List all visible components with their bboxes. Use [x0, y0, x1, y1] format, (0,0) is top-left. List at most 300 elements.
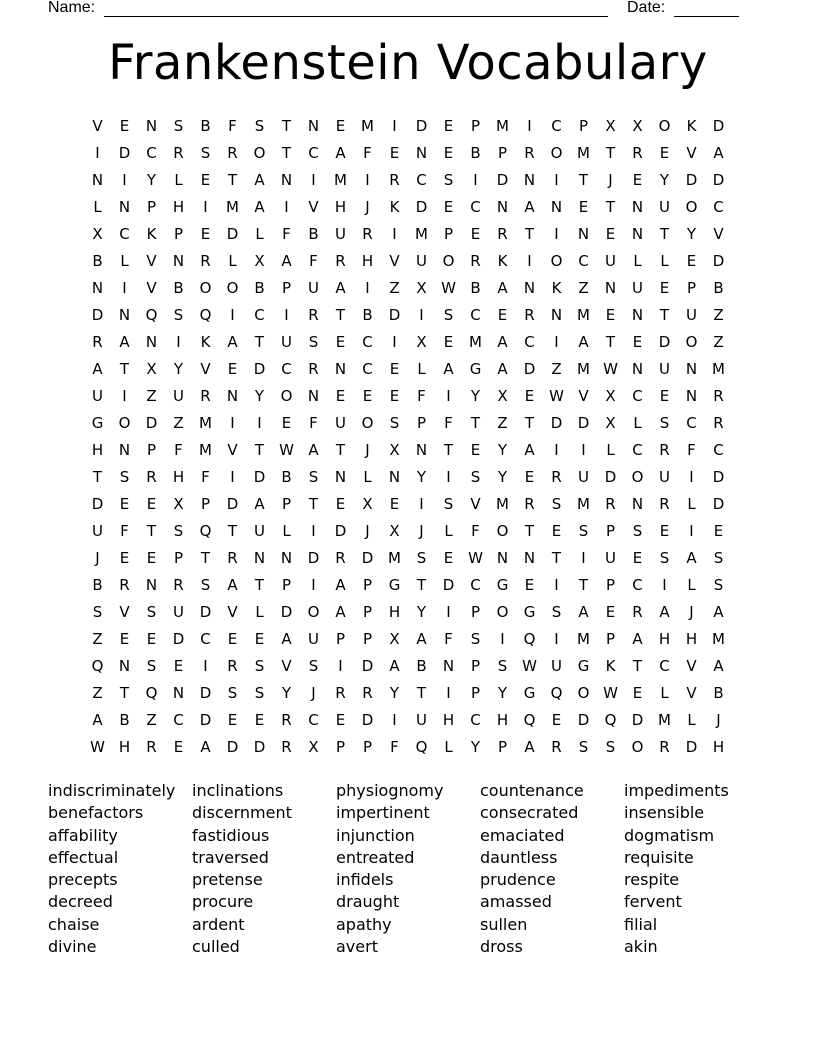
grid-letter[interactable]: W — [441, 278, 456, 297]
grid-letter[interactable]: T — [92, 467, 103, 486]
grid-letter[interactable]: E — [605, 224, 616, 243]
grid-letter[interactable]: I — [365, 170, 370, 189]
grid-letter[interactable]: O — [685, 332, 698, 351]
grid-letter[interactable]: X — [416, 278, 427, 297]
grid-letter[interactable]: R — [605, 494, 616, 513]
grid-letter[interactable]: N — [631, 224, 644, 243]
grid-letter[interactable]: S — [308, 467, 319, 486]
grid-letter[interactable]: I — [662, 575, 667, 594]
grid-letter[interactable]: P — [416, 413, 427, 432]
grid-letter[interactable]: I — [338, 656, 343, 675]
grid-letter[interactable]: E — [173, 656, 184, 675]
grid-letter[interactable]: N — [280, 548, 293, 567]
grid-letter[interactable]: J — [365, 521, 370, 540]
grid-letter[interactable]: Z — [389, 278, 400, 297]
grid-letter[interactable]: L — [633, 413, 642, 432]
grid-letter[interactable]: C — [308, 143, 319, 162]
grid-letter[interactable]: E — [254, 629, 265, 648]
grid-letter[interactable]: A — [335, 575, 346, 594]
grid-letter[interactable]: S — [173, 116, 184, 135]
grid-letter[interactable]: Z — [173, 413, 184, 432]
grid-letter[interactable]: P — [146, 197, 157, 216]
grid-letter[interactable]: S — [551, 602, 562, 621]
grid-letter[interactable]: C — [551, 116, 562, 135]
grid-letter[interactable]: L — [687, 575, 696, 594]
grid-letter[interactable]: R — [632, 143, 643, 162]
grid-letter[interactable]: S — [389, 413, 400, 432]
grid-letter[interactable]: T — [416, 575, 427, 594]
grid-letter[interactable]: E — [605, 305, 616, 324]
grid-letter[interactable]: I — [365, 278, 370, 297]
grid-letter[interactable]: N — [91, 278, 104, 297]
grid-letter[interactable]: C — [254, 305, 265, 324]
grid-letter[interactable]: C — [632, 386, 643, 405]
grid-letter[interactable]: K — [551, 278, 562, 297]
grid-letter[interactable]: E — [173, 737, 184, 756]
grid-letter[interactable]: V — [686, 683, 697, 702]
grid-letter[interactable]: E — [146, 494, 157, 513]
grid-letter[interactable]: C — [281, 359, 292, 378]
grid-letter[interactable]: A — [308, 440, 319, 459]
grid-letter[interactable]: R — [362, 224, 373, 243]
grid-letter[interactable]: K — [200, 332, 211, 351]
grid-letter[interactable]: N — [118, 305, 131, 324]
grid-letter[interactable]: T — [200, 548, 211, 567]
grid-letter[interactable]: U — [92, 386, 103, 405]
grid-letter[interactable]: U — [686, 305, 697, 324]
grid-letter[interactable]: C — [470, 197, 481, 216]
grid-letter[interactable]: N — [253, 548, 266, 567]
grid-letter[interactable]: O — [442, 251, 455, 270]
grid-letter[interactable]: A — [497, 359, 508, 378]
grid-letter[interactable]: L — [255, 224, 264, 243]
grid-letter[interactable]: I — [311, 575, 316, 594]
grid-letter[interactable]: D — [145, 413, 158, 432]
grid-letter[interactable]: U — [335, 224, 346, 243]
grid-letter[interactable]: P — [578, 116, 589, 135]
grid-letter[interactable]: T — [254, 440, 265, 459]
grid-letter[interactable]: L — [633, 251, 642, 270]
grid-letter[interactable]: L — [687, 494, 696, 513]
grid-letter[interactable]: I — [446, 386, 451, 405]
grid-letter[interactable]: U — [416, 710, 427, 729]
grid-letter[interactable]: E — [659, 386, 670, 405]
grid-letter[interactable]: M — [496, 494, 509, 513]
grid-letter[interactable]: D — [523, 359, 536, 378]
grid-letter[interactable]: T — [254, 575, 265, 594]
grid-letter[interactable]: F — [120, 521, 129, 540]
grid-letter[interactable]: E — [659, 143, 670, 162]
grid-letter[interactable]: I — [554, 575, 559, 594]
grid-letter[interactable]: S — [200, 143, 211, 162]
grid-letter[interactable]: O — [658, 116, 671, 135]
grid-letter[interactable]: B — [713, 683, 724, 702]
grid-letter[interactable]: Z — [92, 629, 103, 648]
grid-letter[interactable]: S — [659, 413, 670, 432]
grid-letter[interactable]: H — [685, 629, 698, 648]
grid-letter[interactable]: B — [713, 278, 724, 297]
grid-letter[interactable]: Z — [146, 710, 157, 729]
grid-letter[interactable]: E — [632, 170, 643, 189]
grid-letter[interactable]: B — [470, 143, 481, 162]
grid-letter[interactable]: P — [173, 224, 184, 243]
grid-letter[interactable]: E — [497, 305, 508, 324]
grid-letter[interactable]: N — [631, 305, 644, 324]
grid-letter[interactable]: U — [605, 251, 616, 270]
grid-letter[interactable]: N — [334, 467, 347, 486]
grid-letter[interactable]: X — [389, 629, 400, 648]
grid-letter[interactable]: O — [280, 386, 293, 405]
grid-letter[interactable]: U — [659, 359, 670, 378]
grid-letter[interactable]: I — [122, 278, 127, 297]
grid-letter[interactable]: Y — [416, 602, 427, 621]
grid-letter[interactable]: Y — [389, 683, 400, 702]
grid-letter[interactable]: W — [522, 656, 537, 675]
grid-letter[interactable]: E — [551, 710, 562, 729]
grid-letter[interactable]: C — [578, 251, 589, 270]
grid-letter[interactable]: Q — [91, 656, 104, 675]
grid-letter[interactable]: R — [524, 143, 535, 162]
grid-letter[interactable]: E — [524, 386, 535, 405]
grid-letter[interactable]: G — [577, 656, 590, 675]
grid-letter[interactable]: J — [419, 521, 424, 540]
grid-letter[interactable]: E — [470, 440, 481, 459]
grid-letter[interactable]: S — [605, 737, 616, 756]
grid-letter[interactable]: A — [524, 737, 535, 756]
grid-letter[interactable]: J — [365, 440, 370, 459]
grid-letter[interactable]: M — [388, 548, 401, 567]
grid-letter[interactable]: I — [392, 332, 397, 351]
grid-letter[interactable]: L — [444, 521, 453, 540]
grid-letter[interactable]: D — [442, 575, 455, 594]
grid-letter[interactable]: K — [497, 251, 508, 270]
grid-letter[interactable]: E — [443, 116, 454, 135]
grid-letter[interactable]: O — [550, 251, 563, 270]
grid-letter[interactable]: R — [308, 305, 319, 324]
grid-letter[interactable]: N — [496, 548, 509, 567]
grid-letter[interactable]: A — [335, 143, 346, 162]
grid-letter[interactable]: H — [91, 440, 104, 459]
grid-letter[interactable]: Z — [92, 683, 103, 702]
grid-letter[interactable]: N — [118, 656, 131, 675]
grid-letter[interactable]: D — [172, 629, 185, 648]
grid-letter[interactable]: A — [227, 332, 238, 351]
grid-letter[interactable]: M — [577, 629, 590, 648]
grid-letter[interactable]: J — [311, 683, 316, 702]
grid-letter[interactable]: F — [363, 143, 372, 162]
grid-letter[interactable]: L — [228, 251, 237, 270]
grid-letter[interactable]: U — [659, 467, 670, 486]
grid-letter[interactable]: E — [389, 494, 400, 513]
grid-letter[interactable]: I — [392, 116, 397, 135]
grid-letter[interactable]: E — [227, 710, 238, 729]
grid-letter[interactable]: P — [362, 575, 373, 594]
grid-letter[interactable]: N — [145, 332, 158, 351]
grid-letter[interactable]: D — [226, 494, 239, 513]
grid-letter[interactable]: K — [605, 656, 616, 675]
grid-letter[interactable]: H — [496, 710, 509, 729]
grid-letter[interactable]: A — [335, 602, 346, 621]
grid-letter[interactable]: N — [334, 359, 347, 378]
grid-letter[interactable]: I — [581, 548, 586, 567]
grid-letter[interactable]: T — [119, 359, 130, 378]
grid-letter[interactable]: S — [254, 683, 265, 702]
grid-letter[interactable]: B — [200, 116, 211, 135]
grid-letter[interactable]: T — [416, 683, 427, 702]
grid-letter[interactable]: I — [311, 170, 316, 189]
grid-letter[interactable]: I — [230, 413, 235, 432]
grid-letter[interactable]: N — [91, 170, 104, 189]
grid-letter[interactable]: R — [470, 251, 481, 270]
grid-letter[interactable]: I — [527, 116, 532, 135]
grid-letter[interactable]: N — [442, 656, 455, 675]
grid-letter[interactable]: V — [281, 656, 292, 675]
grid-letter[interactable]: P — [362, 602, 373, 621]
grid-letter[interactable]: C — [632, 440, 643, 459]
grid-letter[interactable]: V — [200, 359, 211, 378]
grid-letter[interactable]: J — [716, 710, 721, 729]
grid-letter[interactable]: C — [632, 575, 643, 594]
grid-letter[interactable]: A — [443, 359, 454, 378]
grid-letter[interactable]: M — [577, 143, 590, 162]
grid-letter[interactable]: R — [227, 548, 238, 567]
grid-letter[interactable]: C — [200, 629, 211, 648]
grid-letter[interactable]: C — [524, 332, 535, 351]
grid-letter[interactable]: T — [551, 548, 562, 567]
grid-letter[interactable]: H — [334, 197, 347, 216]
grid-letter[interactable]: N — [280, 170, 293, 189]
grid-letter[interactable]: N — [604, 278, 617, 297]
grid-letter[interactable]: R — [308, 359, 319, 378]
grid-letter[interactable]: V — [119, 602, 130, 621]
grid-letter[interactable]: X — [605, 386, 616, 405]
grid-letter[interactable]: P — [497, 737, 508, 756]
grid-letter[interactable]: N — [307, 116, 320, 135]
grid-letter[interactable]: D — [361, 548, 374, 567]
grid-letter[interactable]: U — [254, 521, 265, 540]
grid-letter[interactable]: S — [713, 548, 724, 567]
grid-letter[interactable]: U — [281, 332, 292, 351]
grid-letter[interactable]: S — [173, 521, 184, 540]
grid-letter[interactable]: D — [91, 305, 104, 324]
grid-letter[interactable]: A — [686, 548, 697, 567]
grid-letter[interactable]: Y — [497, 467, 508, 486]
grid-letter[interactable]: S — [308, 656, 319, 675]
grid-letter[interactable]: V — [227, 602, 238, 621]
grid-letter[interactable]: R — [713, 386, 724, 405]
grid-letter[interactable]: E — [659, 521, 670, 540]
grid-letter[interactable]: Y — [416, 467, 427, 486]
grid-letter[interactable]: G — [496, 575, 509, 594]
grid-letter[interactable]: S — [173, 305, 184, 324]
grid-letter[interactable]: D — [226, 737, 239, 756]
grid-letter[interactable]: L — [174, 170, 183, 189]
grid-letter[interactable]: B — [416, 656, 427, 675]
grid-letter[interactable]: E — [551, 521, 562, 540]
grid-letter[interactable]: I — [122, 386, 127, 405]
grid-letter[interactable]: R — [173, 575, 184, 594]
grid-letter[interactable]: T — [227, 521, 238, 540]
grid-letter[interactable]: X — [605, 413, 616, 432]
grid-letter[interactable]: L — [606, 440, 615, 459]
grid-letter[interactable]: L — [417, 359, 426, 378]
grid-letter[interactable]: V — [146, 251, 157, 270]
grid-letter[interactable]: Q — [604, 710, 617, 729]
grid-letter[interactable]: I — [473, 170, 478, 189]
grid-letter[interactable]: J — [689, 602, 694, 621]
grid-letter[interactable]: V — [146, 278, 157, 297]
grid-letter[interactable]: D — [226, 224, 239, 243]
grid-letter[interactable]: R — [632, 602, 643, 621]
grid-letter[interactable]: O — [496, 602, 509, 621]
grid-letter[interactable]: P — [470, 683, 481, 702]
grid-letter[interactable]: A — [416, 629, 427, 648]
grid-letter[interactable]: H — [712, 737, 725, 756]
grid-letter[interactable]: M — [469, 332, 482, 351]
grid-letter[interactable]: C — [713, 197, 724, 216]
grid-letter[interactable]: N — [307, 386, 320, 405]
grid-letter[interactable]: G — [469, 359, 482, 378]
grid-letter[interactable]: K — [389, 197, 400, 216]
grid-letter[interactable]: M — [226, 197, 239, 216]
grid-letter[interactable]: I — [446, 467, 451, 486]
grid-letter[interactable]: R — [200, 386, 211, 405]
grid-letter[interactable]: S — [119, 467, 130, 486]
grid-letter[interactable]: U — [308, 278, 319, 297]
grid-letter[interactable]: B — [92, 575, 103, 594]
grid-letter[interactable]: M — [712, 359, 725, 378]
grid-letter[interactable]: M — [334, 170, 347, 189]
grid-letter[interactable]: C — [416, 170, 427, 189]
grid-letter[interactable]: N — [172, 683, 185, 702]
grid-letter[interactable]: Y — [470, 737, 481, 756]
grid-letter[interactable]: Q — [199, 305, 212, 324]
grid-letter[interactable]: K — [686, 116, 697, 135]
grid-letter[interactable]: R — [362, 683, 373, 702]
grid-letter[interactable]: T — [578, 575, 589, 594]
grid-letter[interactable]: R — [659, 494, 670, 513]
grid-letter[interactable]: N — [226, 386, 239, 405]
grid-letter[interactable]: T — [470, 413, 481, 432]
grid-letter[interactable]: Q — [523, 629, 536, 648]
grid-letter[interactable]: T — [578, 170, 589, 189]
grid-letter[interactable]: R — [713, 413, 724, 432]
grid-letter[interactable]: D — [631, 710, 644, 729]
grid-letter[interactable]: D — [496, 170, 509, 189]
grid-letter[interactable]: E — [389, 386, 400, 405]
grid-letter[interactable]: E — [443, 548, 454, 567]
grid-letter[interactable]: E — [281, 413, 292, 432]
grid-letter[interactable]: B — [254, 278, 265, 297]
grid-letter[interactable]: N — [523, 170, 536, 189]
grid-letter[interactable]: V — [308, 197, 319, 216]
grid-letter[interactable]: D — [91, 494, 104, 513]
grid-letter[interactable]: E — [200, 224, 211, 243]
grid-letter[interactable]: F — [201, 467, 210, 486]
grid-letter[interactable]: E — [605, 602, 616, 621]
grid-letter[interactable]: J — [95, 548, 100, 567]
grid-letter[interactable]: W — [468, 548, 483, 567]
grid-letter[interactable]: G — [91, 413, 104, 432]
grid-letter[interactable]: P — [281, 494, 292, 513]
grid-letter[interactable]: D — [577, 413, 590, 432]
grid-letter[interactable]: E — [146, 548, 157, 567]
grid-letter[interactable]: X — [416, 332, 427, 351]
grid-letter[interactable]: Y — [497, 683, 508, 702]
grid-letter[interactable]: I — [527, 251, 532, 270]
grid-letter[interactable]: Z — [713, 305, 724, 324]
grid-letter[interactable]: D — [712, 494, 725, 513]
grid-letter[interactable]: H — [388, 602, 401, 621]
grid-letter[interactable]: A — [254, 170, 265, 189]
name-blank-line[interactable] — [104, 16, 608, 17]
grid-letter[interactable]: N — [550, 305, 563, 324]
grid-letter[interactable]: N — [415, 143, 428, 162]
grid-letter[interactable]: X — [173, 494, 184, 513]
grid-letter[interactable]: X — [362, 494, 373, 513]
grid-letter[interactable]: P — [146, 440, 157, 459]
grid-letter[interactable]: Y — [254, 386, 265, 405]
grid-letter[interactable]: E — [632, 548, 643, 567]
grid-letter[interactable]: O — [199, 278, 212, 297]
grid-letter[interactable]: E — [335, 116, 346, 135]
grid-letter[interactable]: Z — [713, 332, 724, 351]
grid-letter[interactable]: E — [632, 332, 643, 351]
grid-letter[interactable]: D — [604, 467, 617, 486]
grid-letter[interactable]: A — [119, 332, 130, 351]
grid-letter[interactable]: N — [118, 440, 131, 459]
grid-letter[interactable]: T — [146, 521, 157, 540]
grid-letter[interactable]: N — [631, 359, 644, 378]
grid-letter[interactable]: C — [362, 359, 373, 378]
grid-letter[interactable]: I — [311, 521, 316, 540]
grid-letter[interactable]: T — [281, 143, 292, 162]
grid-letter[interactable]: T — [281, 116, 292, 135]
grid-letter[interactable]: T — [119, 683, 130, 702]
grid-letter[interactable]: R — [281, 710, 292, 729]
grid-letter[interactable]: C — [173, 710, 184, 729]
grid-letter[interactable]: I — [554, 332, 559, 351]
grid-letter[interactable]: L — [660, 683, 669, 702]
grid-letter[interactable]: Z — [578, 278, 589, 297]
grid-letter[interactable]: D — [712, 251, 725, 270]
grid-letter[interactable]: Q — [145, 683, 158, 702]
grid-letter[interactable]: V — [389, 251, 400, 270]
grid-letter[interactable]: D — [415, 197, 428, 216]
grid-letter[interactable]: V — [686, 656, 697, 675]
grid-letter[interactable]: S — [632, 521, 643, 540]
grid-letter[interactable]: U — [605, 548, 616, 567]
grid-letter[interactable]: M — [361, 116, 374, 135]
grid-letter[interactable]: R — [524, 494, 535, 513]
grid-letter[interactable]: Y — [470, 386, 481, 405]
grid-letter[interactable]: R — [551, 467, 562, 486]
grid-letter[interactable]: A — [254, 494, 265, 513]
grid-letter[interactable]: A — [335, 278, 346, 297]
grid-letter[interactable]: P — [362, 737, 373, 756]
grid-letter[interactable]: I — [554, 629, 559, 648]
grid-letter[interactable]: H — [172, 467, 185, 486]
grid-letter[interactable]: Y — [281, 683, 292, 702]
grid-letter[interactable]: T — [605, 197, 616, 216]
grid-letter[interactable]: E — [443, 143, 454, 162]
grid-letter[interactable]: L — [282, 521, 291, 540]
grid-letter[interactable]: E — [659, 278, 670, 297]
grid-letter[interactable]: A — [389, 656, 400, 675]
grid-letter[interactable]: D — [685, 170, 698, 189]
grid-letter[interactable]: S — [146, 602, 157, 621]
grid-letter[interactable]: E — [389, 359, 400, 378]
